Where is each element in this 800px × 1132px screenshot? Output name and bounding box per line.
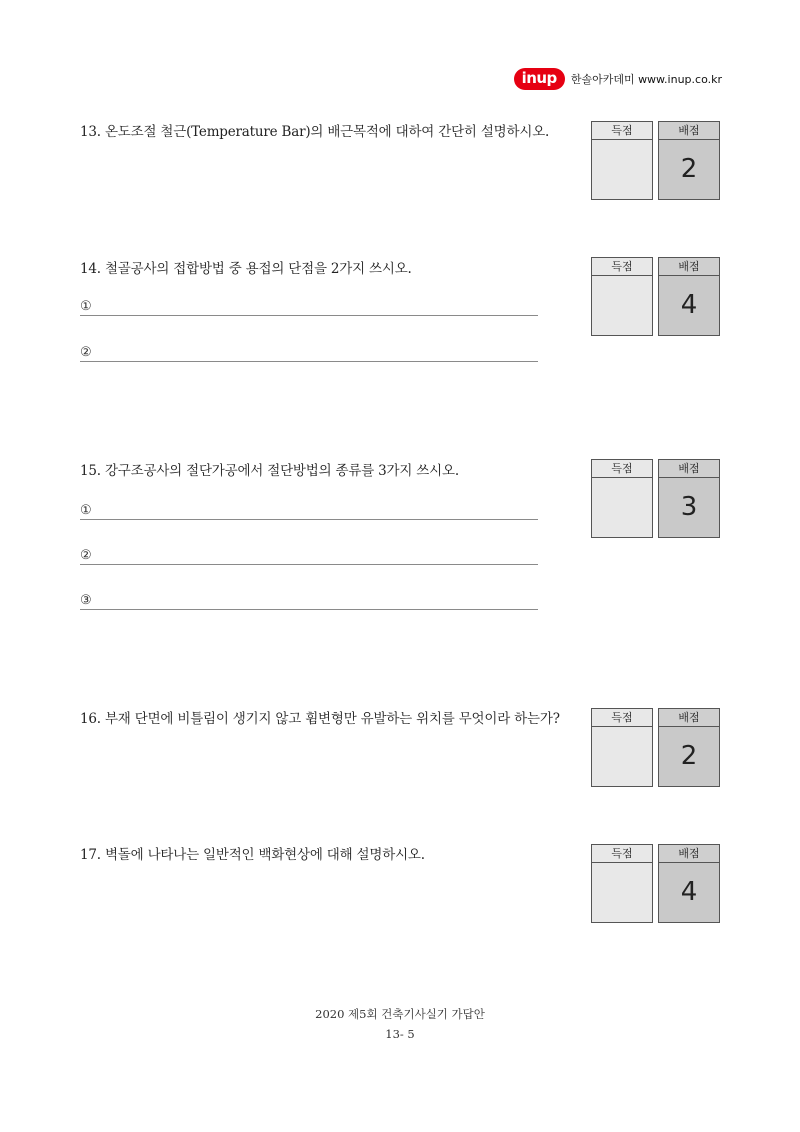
points-value: 4 [680, 877, 698, 907]
allotted-score-cell [658, 121, 720, 200]
footer-title: 2020 제5회 건축기사실기 가답안 [315, 1007, 485, 1021]
score-box-15 [591, 459, 720, 538]
question-13: 13. 온도조절 철근(Temperature Bar)의 배근목적에 대하여 간단히 설명하시오. [80, 124, 550, 140]
earned-label: 득점 [592, 460, 652, 478]
earned-score-cell[interactable] [591, 844, 653, 923]
points-value: 3 [680, 492, 698, 522]
answer-number: ③ [80, 593, 92, 608]
page-header [514, 66, 722, 92]
allotted-score-cell [658, 708, 720, 787]
footer-page-number: 13- 5 [385, 1027, 415, 1041]
allotted-score-cell [658, 459, 720, 538]
earned-score-cell[interactable] [591, 708, 653, 787]
allotted-label: 배점 [659, 845, 719, 863]
allotted-score-cell [658, 257, 720, 336]
answer-line[interactable] [80, 345, 538, 362]
earned-label: 득점 [592, 122, 652, 140]
points-value: 4 [680, 290, 698, 320]
allotted-score-cell [658, 844, 720, 923]
allotted-label: 배점 [659, 122, 719, 140]
header-text: 한솔아카데미 www.inup.co.kr [570, 73, 722, 86]
score-box-16 [591, 708, 720, 787]
question-17: 17. 벽돌에 나타나는 일반적인 백화현상에 대해 설명하시오. [80, 847, 425, 863]
earned-score-cell[interactable] [591, 257, 653, 336]
answer-number: ① [80, 299, 92, 314]
earned-label: 득점 [592, 845, 652, 863]
answer-number: ② [80, 548, 92, 563]
answer-number: ① [80, 503, 92, 518]
answer-line[interactable] [80, 593, 538, 610]
earned-score-cell[interactable] [591, 459, 653, 538]
answer-line[interactable] [80, 548, 538, 565]
points-value: 2 [680, 741, 698, 771]
question-15: 15. 강구조공사의 절단가공에서 절단방법의 종류를 3가지 쓰시오. [80, 463, 459, 479]
answer-number: ② [80, 345, 92, 360]
allotted-label: 배점 [659, 709, 719, 727]
points-value: 2 [680, 154, 698, 184]
answer-line[interactable] [80, 503, 538, 520]
answer-line[interactable] [80, 299, 538, 316]
question-14: 14. 철골공사의 접합방법 중 용접의 단점을 2가지 쓰시오. [80, 261, 412, 277]
earned-label: 득점 [592, 258, 652, 276]
earned-label: 득점 [592, 709, 652, 727]
allotted-label: 배점 [659, 258, 719, 276]
allotted-label: 배점 [659, 460, 719, 478]
inup-logo: inup [514, 68, 565, 90]
earned-score-cell[interactable] [591, 121, 653, 200]
question-16: 16. 부재 단면에 비틀림이 생기지 않고 휨변형만 유발하는 위치를 무엇이라 하는가? [80, 711, 560, 727]
score-box-13 [591, 121, 720, 200]
score-box-14 [591, 257, 720, 336]
score-box-17 [591, 844, 720, 923]
